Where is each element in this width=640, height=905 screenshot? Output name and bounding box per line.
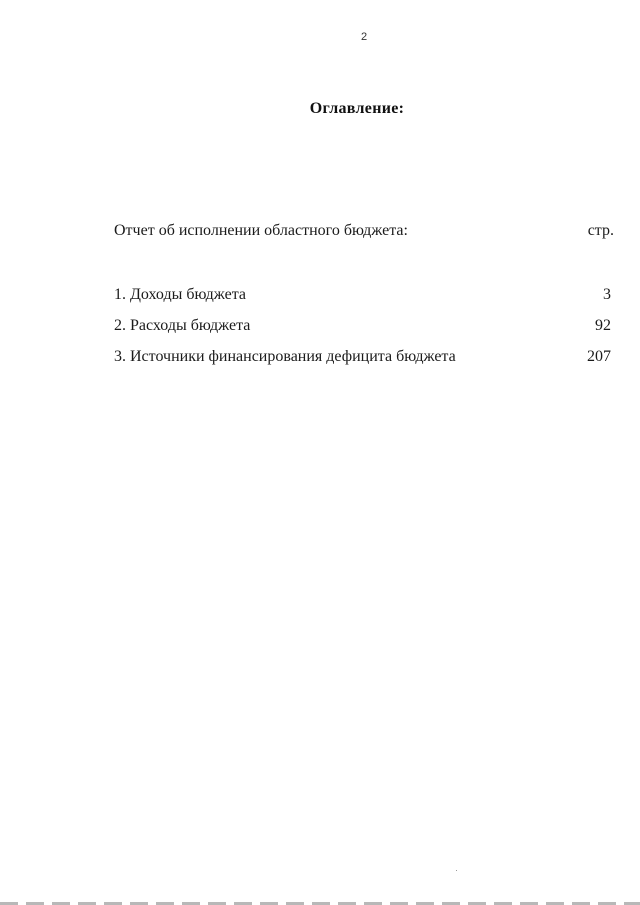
toc-header [114, 222, 614, 240]
toc-entry-page: 92 [595, 317, 611, 334]
toc-entry-label: 1. Доходы бюджета [114, 286, 246, 303]
toc-header-label: Отчет об исполнении областного бюджета: [114, 222, 408, 239]
document-title: Оглавление: [309, 100, 405, 117]
scan-speck [456, 870, 457, 871]
toc-entry-label: 3. Источники финансирования дефицита бюджета [114, 348, 456, 365]
toc-list [114, 284, 611, 377]
toc-entry-expenditures [114, 315, 611, 346]
toc-entry-revenues [114, 284, 611, 315]
toc-entry-page: 207 [587, 348, 611, 365]
page-number: 2 [360, 31, 368, 43]
toc-entry-page: 3 [603, 286, 611, 303]
toc-entry-label: 2. Расходы бюджета [114, 317, 251, 334]
toc-entry-deficit-financing [114, 346, 611, 377]
toc-page-column-label: стр. [587, 222, 614, 239]
